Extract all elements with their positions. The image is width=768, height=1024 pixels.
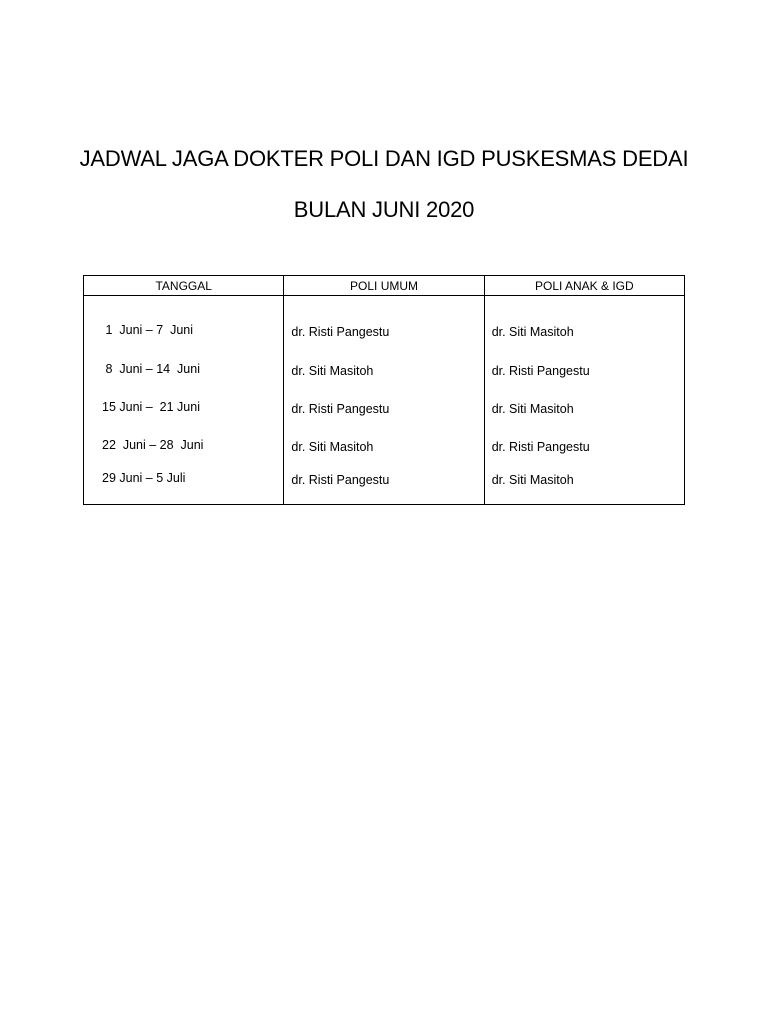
doctor-name: dr. Siti Masitoh xyxy=(491,402,574,416)
header-poli-umum: POLI UMUM xyxy=(284,276,484,296)
doctor-name: dr. Risti Pangestu xyxy=(291,325,390,339)
table-row xyxy=(84,428,685,466)
document-title: JADWAL JAGA DOKTER POLI DAN IGD PUSKESMAS DEDAI xyxy=(79,146,689,171)
cell-poli-anak-igd xyxy=(484,466,684,505)
tanggal-text: 1 Juni – 7 Juni xyxy=(102,323,194,337)
doctor-name: dr. Risti Pangestu xyxy=(291,402,390,416)
cell-poli-anak-igd xyxy=(484,296,684,353)
cell-poli-umum xyxy=(284,428,484,466)
tanggal-text: 15 Juni – 21 Juni xyxy=(102,400,200,414)
cell-poli-umum xyxy=(284,352,484,390)
header-tanggal: TANGGAL xyxy=(84,276,284,296)
tanggal-text: 29 Juni – 5 Juli xyxy=(102,471,186,485)
cell-tanggal xyxy=(84,296,284,353)
doctor-name: dr. Risti Pangestu xyxy=(291,473,390,487)
table-row xyxy=(84,296,685,353)
schedule-table xyxy=(83,275,685,505)
document-subtitle: BULAN JUNI 2020 xyxy=(293,197,475,222)
cell-poli-anak-igd xyxy=(484,390,684,428)
cell-tanggal xyxy=(84,466,284,505)
table-row xyxy=(84,352,685,390)
doctor-name: dr. Siti Masitoh xyxy=(291,364,374,378)
cell-poli-anak-igd xyxy=(484,352,684,390)
header-poli-anak-igd: POLI ANAK & IGD xyxy=(484,276,684,296)
cell-poli-umum xyxy=(284,390,484,428)
doctor-name: dr. Siti Masitoh xyxy=(291,440,374,454)
table-header-row xyxy=(84,276,685,296)
tanggal-text: 22 Juni – 28 Juni xyxy=(102,438,204,452)
table-row xyxy=(84,466,685,505)
doctor-name: dr. Siti Masitoh xyxy=(491,325,574,339)
doctor-name: dr. Risti Pangestu xyxy=(491,364,590,378)
table-row xyxy=(84,390,685,428)
cell-poli-umum xyxy=(284,466,484,505)
doctor-name: dr. Risti Pangestu xyxy=(491,440,590,454)
cell-tanggal xyxy=(84,390,284,428)
cell-poli-anak-igd xyxy=(484,428,684,466)
cell-tanggal xyxy=(84,428,284,466)
doctor-name: dr. Siti Masitoh xyxy=(491,473,574,487)
cell-poli-umum xyxy=(284,296,484,353)
tanggal-text: 8 Juni – 14 Juni xyxy=(102,362,200,376)
cell-tanggal xyxy=(84,352,284,390)
